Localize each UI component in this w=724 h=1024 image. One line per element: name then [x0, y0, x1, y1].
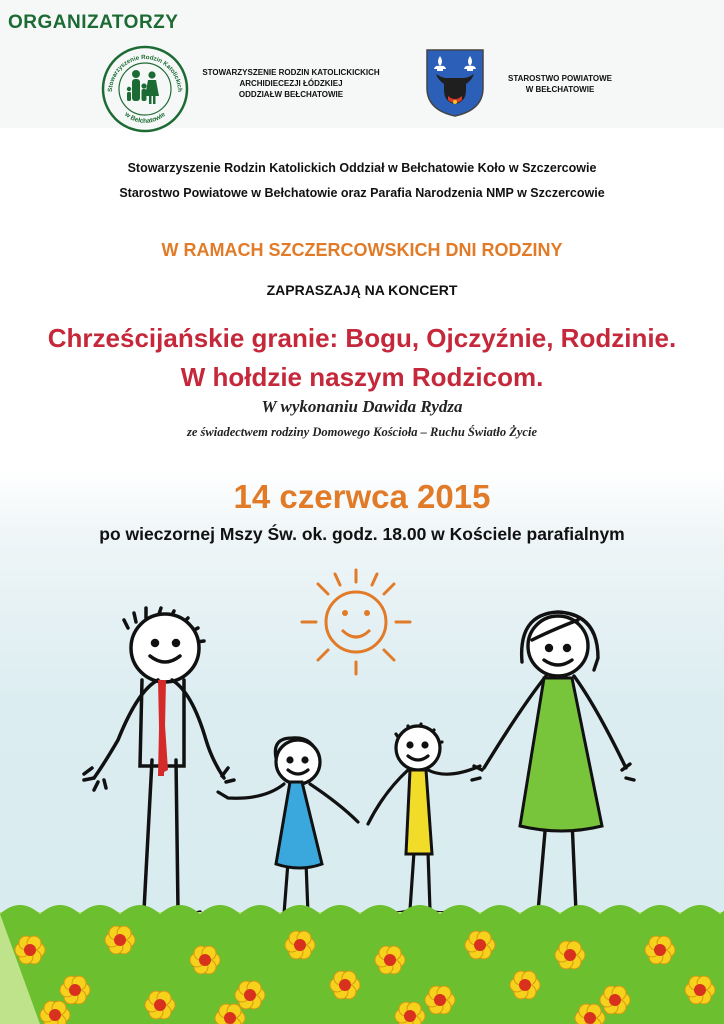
- flower-icon: [330, 971, 360, 999]
- organizers-label: ORGANIZATORZY: [8, 12, 179, 33]
- event-subtitle: W RAMACH SZCZERCOWSKICH DNI RODZINY: [161, 240, 563, 260]
- flower-icon: [285, 931, 315, 959]
- association-logo: [100, 44, 190, 134]
- association-logo-text: Stowarzyszenie Rodzin Katolickich: [106, 53, 184, 93]
- flower-icon: [145, 991, 175, 1019]
- performer: W wykonaniu Dawida Rydza: [261, 397, 463, 416]
- flower-icon: [395, 1002, 425, 1024]
- svg-text:w Bełchatowie: [122, 110, 167, 125]
- event-date: 14 czerwca 2015: [233, 478, 491, 515]
- sun-icon: [302, 570, 410, 674]
- flower-icon: [60, 976, 90, 1004]
- association-name: [196, 67, 386, 100]
- intro-line: Starostwo Powiatowe w Bełchatowie oraz Parafia Narodzenia NMP w Szczercowie: [119, 186, 605, 200]
- family-silhouette-icon: [127, 70, 159, 104]
- flower-icon: [235, 981, 265, 1009]
- flower-icon: [645, 936, 675, 964]
- association-line: ODDZIAŁW BEŁCHATOWIE: [238, 90, 344, 99]
- coat-of-arms-icon: [424, 48, 486, 118]
- flower-icon: [425, 986, 455, 1014]
- flower-icon: [465, 931, 495, 959]
- flower-icon: [15, 936, 45, 964]
- invitation-text: ZAPRASZAJĄ NA KONCERT: [266, 282, 458, 298]
- association-line: ARCHIDIECEZJI ŁÓDZKIEJ: [239, 79, 343, 88]
- event-time-place: po wieczornej Mszy Św. ok. godz. 18.00 w Kościele parafialnym: [99, 524, 625, 544]
- flower-icon: [600, 986, 630, 1014]
- flower-icon: [40, 1001, 70, 1024]
- concert-dedication: W hołdzie naszym Rodzicom.: [180, 362, 544, 392]
- association-logo-bottom: w Bełchatowie: [123, 111, 167, 125]
- concert-title: Chrześcijańskie granie: Bogu, Ojczyźnie, Rodzinie.: [47, 323, 677, 353]
- starosta-line: W BEŁCHATOWIE: [525, 85, 595, 94]
- starosta-line: STAROSTWO POWIATOWE: [508, 74, 612, 83]
- starosta-name: [498, 73, 622, 95]
- flower-icon: [510, 971, 540, 999]
- flower-icon: [685, 976, 715, 1004]
- intro-line: Stowarzyszenie Rodzin Katolickich Oddział w Bełchatowie Koło w Szczercowie: [127, 161, 597, 175]
- flower-icon: [555, 941, 585, 969]
- testimony: ze świadectwem rodziny Domowego Kościoła – Ruchu Światło Życie: [187, 425, 537, 439]
- organizers-header: [0, 0, 724, 128]
- flower-icon: [375, 946, 405, 974]
- flower-icon: [190, 946, 220, 974]
- association-line: STOWARZYSZENIE RODZIN KATOLICKICKICH: [202, 68, 380, 77]
- family-illustration: [0, 560, 724, 1024]
- flower-icon: [105, 926, 135, 954]
